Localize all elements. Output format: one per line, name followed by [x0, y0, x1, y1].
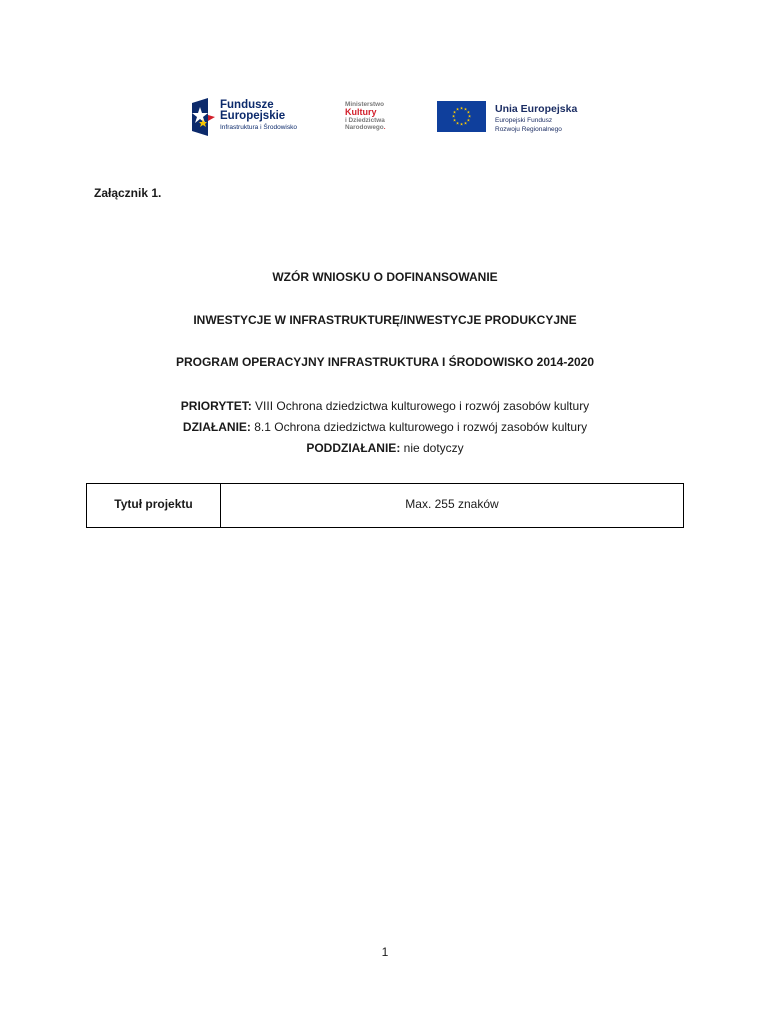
ministerstwo-line1: Ministerstwo [345, 101, 385, 108]
svg-text:★: ★ [451, 113, 456, 119]
annex-label: Załącznik 1. [94, 186, 162, 200]
project-title-label-cell [87, 484, 221, 527]
svg-text:★: ★ [455, 106, 460, 112]
fundusze-europejskie-emblem-icon [190, 97, 216, 137]
ministerstwo-line2: Kultury [345, 107, 377, 117]
page-number: 1 [381, 945, 389, 959]
svg-text:★: ★ [463, 120, 468, 126]
heading-main: WZÓR WNIOSKU O DOFINANSOWANIE [272, 270, 498, 284]
project-title-table [86, 483, 684, 528]
unia-europejska-logo [437, 101, 597, 135]
subaction-line [0, 441, 770, 455]
project-title-value: Max. 255 znaków [405, 497, 499, 511]
eu-flag-icon [437, 101, 486, 132]
logo-strip [189, 96, 589, 140]
ministerstwo-kultury-logo [345, 101, 415, 137]
fundusze-europejskie-logo [189, 96, 329, 140]
project-title-value-cell[interactable] [221, 484, 683, 527]
svg-text:★: ★ [452, 117, 457, 123]
ministerstwo-line4-text: Narodowego [345, 124, 384, 131]
unia-europejska-subtitle: Europejski Fundusz Rozwoju Regionalnego [495, 117, 562, 133]
svg-text:★: ★ [463, 106, 468, 112]
subaction-value: nie dotyczy [400, 441, 464, 455]
svg-text:★: ★ [455, 120, 460, 126]
priority-label: PRIORYTET: [180, 399, 252, 413]
svg-text:★: ★ [466, 109, 471, 115]
project-title-label: Tytuł projektu [114, 497, 193, 511]
ministerstwo-dot: . [383, 124, 386, 131]
svg-text:★: ★ [467, 113, 472, 119]
svg-text:★: ★ [459, 121, 464, 127]
subaction-label: PODDZIAŁANIE: [306, 441, 401, 455]
heading-program: PROGRAM OPERACYJNY INFRASTRUKTURA I ŚRODOWISKO 2014-2020 [175, 355, 595, 369]
svg-text:★: ★ [459, 105, 464, 111]
svg-text:★: ★ [466, 117, 471, 123]
ministerstwo-line4 [345, 124, 415, 131]
eu-stars-icon [437, 101, 486, 132]
ministerstwo-line3: i Dziedzictwa [345, 117, 385, 124]
svg-text:★: ★ [452, 109, 457, 115]
fundusze-europejskie-subtitle: Infrastruktura i Środowisko [220, 124, 297, 131]
priority-value: VIII Ochrona dziedzictwa kulturowego i rozwój zasobów kultury [251, 399, 590, 413]
action-label: DZIAŁANIE: [182, 420, 251, 434]
action-value: 8.1 Ochrona dziedzictwa kulturowego i rozwój zasobów kultury [250, 420, 588, 434]
heading-type: INWESTYCJE W INFRASTRUKTURĘ/INWESTYCJE PRODUKCYJNE [193, 313, 577, 327]
priority-line [0, 399, 770, 413]
unia-europejska-title: Unia Europejska [495, 103, 578, 115]
fundusze-europejskie-title: Fundusze Europejskie [220, 99, 286, 122]
action-line [0, 420, 770, 434]
